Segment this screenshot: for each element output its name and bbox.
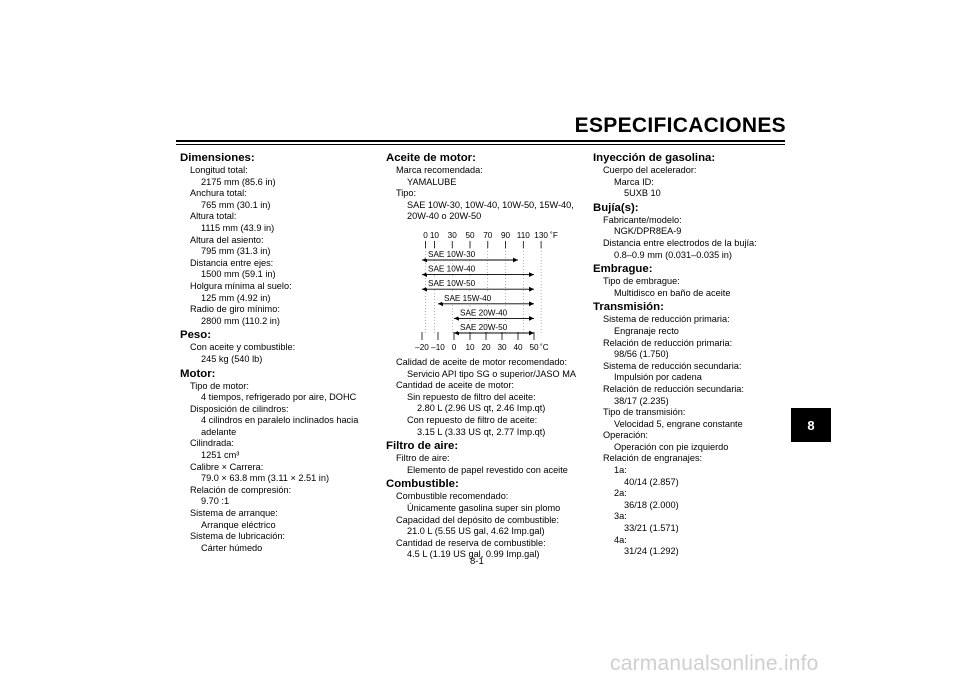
spec-line: Sin repuesto de filtro del aceite:	[407, 391, 536, 402]
celsius-tick-label: 50	[529, 342, 539, 352]
spec-line: Multidisco en baño de aceite	[614, 287, 731, 298]
spec-line: 2a:	[614, 488, 627, 499]
spec-line: Con repuesto de filtro de aceite:	[407, 414, 538, 425]
spec-line: Arranque eléctrico	[201, 519, 276, 530]
fahrenheit-tick-label: 70	[483, 230, 493, 240]
title-rule-thick	[176, 140, 785, 142]
column-3	[593, 150, 783, 558]
spec-line: Fabricante/modelo:	[603, 214, 682, 225]
spec-line: Operación:	[603, 430, 648, 441]
spec-line: Combustible recomendado:	[396, 491, 509, 502]
celsius-unit: ˚C	[540, 342, 549, 352]
spec-line: Cantidad de reserva de combustible:	[396, 537, 546, 548]
spec-line: 2175 mm (85.6 in)	[201, 176, 276, 187]
celsius-tick-label: –10	[431, 342, 445, 352]
celsius-tick-label: –20	[415, 342, 429, 352]
spec-line: Sistema de arranque:	[190, 508, 278, 519]
spec-line: Relación de reducción primaria:	[603, 337, 733, 348]
spec-line: 1251 cm³	[201, 450, 240, 461]
spec-line: 795 mm (31.3 in)	[201, 246, 271, 257]
spec-line: YAMALUBE	[407, 176, 457, 187]
grade-arrow-right	[529, 287, 534, 292]
spec-line: Servicio API tipo SG o superior/JASO MA	[407, 368, 577, 379]
spec-line: 36/18 (2.000)	[624, 499, 679, 510]
title-rule-thin	[176, 144, 785, 145]
fahrenheit-tick-label: 50	[465, 230, 475, 240]
fahrenheit-tick-label: 130	[534, 230, 548, 240]
spec-line: Tipo:	[396, 188, 417, 199]
spec-line: Tipo de embrague:	[603, 276, 680, 287]
spec-line: 4.5 L (1.19 US gal, 0.99 Imp.gal)	[407, 549, 540, 560]
celsius-tick-label: 20	[481, 342, 491, 352]
grade-arrow-right	[529, 272, 534, 277]
spec-line: 40/14 (2.857)	[624, 476, 679, 487]
spec-line: Relación de engranajes:	[603, 453, 703, 464]
spec-line: 21.0 L (5.55 US gal, 4.62 Imp.gal)	[407, 526, 545, 537]
section-heading: Aceite de motor:	[386, 152, 476, 164]
spec-line: Operación con pie izquierdo	[614, 441, 729, 452]
column-1	[180, 150, 370, 554]
grade-arrow-right	[513, 258, 518, 263]
spec-line: adelante	[201, 426, 237, 437]
spec-line: Marca recomendada:	[396, 165, 483, 175]
grade-arrow-right	[529, 331, 534, 336]
spec-line: Sistema de reducción primaria:	[603, 314, 730, 325]
spec-line: Relación de compresión:	[190, 484, 292, 495]
grade-label: SAE 10W-40	[428, 264, 476, 274]
spec-line: 20W-40 o 20W-50	[407, 211, 482, 222]
spec-line: 2800 mm (110.2 in)	[201, 315, 280, 326]
fahrenheit-tick-label: 90	[501, 230, 511, 240]
spec-line: 765 mm (30.1 in)	[201, 199, 271, 210]
section-heading: Transmisión:	[593, 301, 664, 314]
fahrenheit-tick-label: 0	[423, 230, 428, 240]
section-heading: Filtro de aire:	[386, 440, 459, 453]
spec-line: Relación de reducción secundaria:	[603, 383, 744, 394]
spec-line: Cilindrada:	[190, 438, 234, 449]
section-heading: Peso:	[180, 329, 212, 342]
fahrenheit-tick-label: 10	[429, 230, 439, 240]
celsius-tick-label: 0	[451, 342, 457, 352]
column-2-top	[386, 151, 586, 223]
spec-line: 4 tiempos, refrigerado por aire, DOHC	[201, 392, 357, 403]
spec-line: 1115 mm (43.9 in)	[201, 222, 275, 233]
spec-line: 5UXB 10	[624, 188, 661, 199]
spec-line: 3.15 L (3.33 US qt, 2.77 Imp.qt)	[417, 426, 546, 437]
spec-line: 125 mm (4.92 in)	[201, 292, 271, 303]
spec-line: 4 cilindros en paralelo inclinados hacia	[201, 415, 359, 426]
page-title: ESPECIFICACIONES	[574, 114, 786, 137]
section-heading: Bujía(s):	[593, 201, 639, 214]
spec-line: SAE 10W-30, 10W-40, 10W-50, 15W-40,	[407, 199, 574, 210]
section-heading: Inyección de gasolina:	[593, 152, 716, 164]
grade-arrow-right	[529, 316, 534, 321]
grade-label: SAE 20W-50	[460, 322, 508, 332]
section-heading: Dimensiones:	[180, 152, 255, 164]
spec-line: Capacidad del depósito de combustible:	[396, 514, 559, 525]
spec-line: Altura total:	[190, 211, 237, 222]
celsius-tick-label: 30	[497, 342, 507, 352]
column-2	[386, 150, 586, 561]
section-heading: Motor:	[180, 367, 216, 380]
grade-label: SAE 15W-40	[444, 293, 492, 303]
spec-line: Filtro de aire:	[396, 453, 450, 464]
spec-line: Con aceite y combustible:	[190, 342, 296, 353]
spec-line: 31/24 (1.292)	[624, 546, 679, 557]
spec-line: 38/17 (2.235)	[614, 395, 669, 406]
spec-line: Tipo de motor:	[190, 380, 249, 391]
spec-line: 33/21 (1.571)	[624, 523, 679, 534]
spec-line: Cantidad de aceite de motor:	[396, 380, 514, 391]
spec-line: 2.80 L (2.96 US qt, 2.46 Imp.qt)	[417, 403, 546, 414]
spec-line: Distancia entre ejes:	[190, 257, 274, 268]
watermark: carmanualsonline.info	[610, 652, 819, 675]
section-heading: Embrague:	[593, 263, 653, 276]
spec-line: 0.8–0.9 mm (0.031–0.035 in)	[614, 249, 732, 260]
fahrenheit-tick-label: 110	[516, 230, 530, 240]
grade-arrow-right	[529, 301, 534, 306]
spec-line: 98/56 (1.750)	[614, 349, 669, 360]
section-heading: Combustible:	[386, 478, 459, 491]
spec-line: 1500 mm (59.1 in)	[201, 269, 276, 280]
grade-label: SAE 20W-40	[460, 308, 508, 318]
spec-line: Únicamente gasolina super sin plomo	[407, 502, 561, 513]
spec-line: Elemento de papel revestido con aceite	[407, 464, 568, 475]
oil-viscosity-chart	[412, 228, 567, 354]
spec-line: 4a:	[614, 534, 627, 545]
spec-line: Impulsión por cadena	[614, 372, 702, 383]
grade-label: SAE 10W-30	[428, 249, 476, 259]
spec-line: 245 kg (540 lb)	[201, 353, 263, 364]
spec-line: Altura del asiento:	[190, 234, 264, 245]
spec-line: 9.70 :1	[201, 496, 230, 507]
spec-line: Sistema de lubricación:	[190, 531, 285, 542]
spec-line: 79.0 × 63.8 mm (3.11 × 2.51 in)	[201, 473, 330, 484]
spec-line: Holgura mínima al suelo:	[190, 280, 292, 291]
spec-line: Calibre × Carrera:	[190, 461, 264, 472]
spec-line: NGK/DPR8EA-9	[614, 226, 682, 237]
grade-label: SAE 10W-50	[428, 279, 476, 289]
celsius-tick-label: 10	[465, 342, 475, 352]
spec-line: Engranaje recto	[614, 325, 679, 336]
fahrenheit-unit: ˚F	[550, 230, 558, 240]
spec-line: Velocidad 5, engrane constante	[614, 418, 743, 429]
fahrenheit-tick-label: 30	[447, 230, 457, 240]
spec-line: Radio de giro mínimo:	[190, 304, 280, 315]
celsius-tick-label: 40	[513, 342, 523, 352]
spec-line: Anchura total:	[190, 188, 247, 199]
spec-line: Tipo de transmisión:	[603, 407, 686, 418]
spec-line: Distancia entre electrodos de la bujía:	[603, 237, 757, 248]
spec-line: Cuerpo del acelerador:	[603, 165, 697, 175]
spec-line: 1a:	[614, 465, 627, 476]
spec-line: Calidad de aceite de motor recomendado:	[396, 356, 568, 367]
spec-line: Sistema de reducción secundaria:	[603, 360, 742, 371]
spec-line: Marca ID:	[614, 176, 654, 187]
spec-line: Longitud total:	[190, 165, 248, 175]
spec-line: 3a:	[614, 511, 627, 522]
page-number: 8-1	[470, 556, 484, 567]
spec-line: Cárter húmedo	[201, 542, 263, 553]
chapter-tab: 8	[791, 408, 831, 442]
column-2-bottom	[386, 357, 586, 561]
spec-line: Disposición de cilindros:	[190, 403, 289, 414]
